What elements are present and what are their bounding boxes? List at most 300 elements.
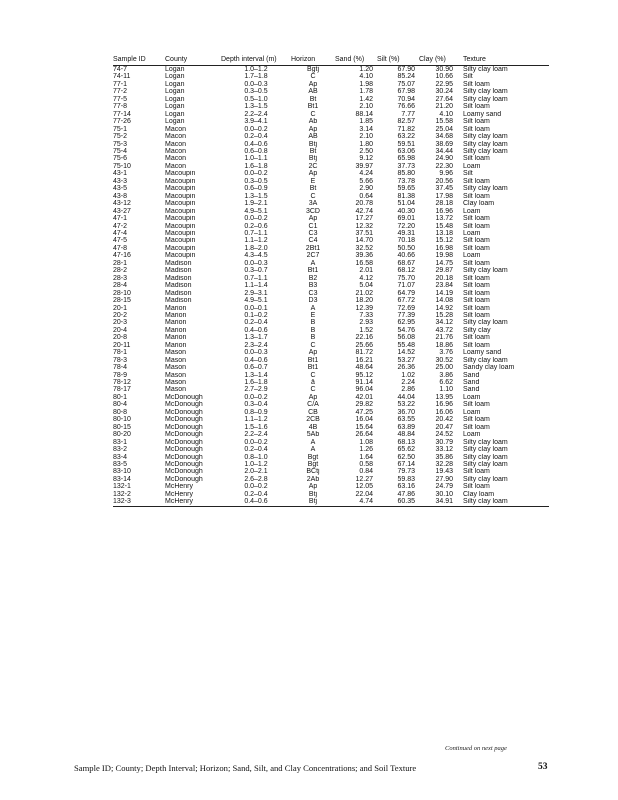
cell-sand: 15.64 — [355, 423, 373, 431]
cell-texture: Silty clay loam — [459, 498, 549, 506]
cell-county: Marion — [165, 319, 187, 327]
cell-silt: 60.35 — [377, 498, 419, 506]
cell-texture: Silt loam — [463, 341, 490, 349]
cell-sample-id: 80-20 — [113, 431, 131, 439]
cell-clay: 1.10 — [439, 386, 453, 394]
table-row — [113, 267, 549, 274]
cell-depth: 0.0–0.3 — [244, 349, 268, 357]
cell-texture: Silt loam — [463, 274, 490, 282]
cell-silt: 65.98 — [397, 155, 415, 163]
cell-silt: 2.86 — [401, 386, 415, 394]
cell-clay: 37.45 — [435, 185, 453, 193]
cell-sand: 1.42 — [359, 95, 373, 103]
cell-horizon: 2Bt1 — [305, 244, 321, 252]
cell-county: Macoupin — [165, 192, 196, 200]
cell-depth: 0.4–0.6 — [221, 498, 291, 506]
cell-horizon: Ap — [308, 215, 318, 223]
cell-silt: 85.24 — [397, 73, 415, 81]
cell-horizon: C4 — [308, 237, 318, 245]
cell-sample-id: 80-8 — [113, 408, 128, 416]
table-row — [113, 252, 549, 259]
cell-county: Madison — [165, 259, 192, 267]
cell-texture: Sand — [463, 371, 480, 379]
cell-depth: 2.6–2.8 — [244, 475, 268, 483]
cell-sand: 2.01 — [359, 267, 373, 275]
cell-clay: 29.87 — [435, 267, 453, 275]
cell-texture: Silt loam — [463, 311, 490, 319]
cell-horizon: 5Ab — [306, 431, 320, 439]
cell-texture: Silty clay loam — [463, 147, 508, 155]
cell-depth: 1.9–2.1 — [244, 200, 268, 208]
cell-silt: 68.12 — [397, 267, 415, 275]
cell-sample-id: 75-3 — [113, 140, 128, 148]
cell-clay: 16.98 — [435, 244, 453, 252]
table-row — [113, 141, 549, 148]
cell-sand: 12.27 — [355, 475, 373, 483]
cell-horizon: Btj — [291, 498, 335, 506]
table-row — [113, 386, 549, 393]
cell-silt: 63.06 — [397, 147, 415, 155]
table-row — [113, 185, 549, 192]
cell-depth: 0.6–0.7 — [244, 364, 268, 372]
cell-sand: 12.32 — [355, 222, 373, 230]
cell-silt: 7.77 — [401, 110, 415, 118]
cell-depth: 1.1–1.2 — [244, 237, 268, 245]
cell-silt: 67.90 — [397, 66, 415, 73]
cell-horizon: BCtj — [306, 468, 320, 476]
cell-clay: 25.00 — [435, 364, 453, 372]
cell-texture: Silt loam — [463, 118, 490, 126]
cell-clay: 22.30 — [435, 162, 453, 170]
cell-sand: 18.20 — [355, 297, 373, 305]
cell-sand: 1.98 — [359, 80, 373, 88]
table-row — [113, 364, 549, 371]
cell-horizon: A — [310, 259, 316, 267]
cell-sand: 12.39 — [355, 304, 373, 312]
cell-depth: 4.9–5.1 — [244, 207, 268, 215]
table-row — [113, 498, 549, 506]
cell-county: Macon — [165, 125, 187, 133]
cell-sample-id: 20-2 — [113, 311, 128, 319]
cell-silt: 81.38 — [397, 192, 415, 200]
cell-sample-id: 75-6 — [113, 155, 128, 163]
cell-silt: 59.51 — [397, 140, 415, 148]
cell-depth: 0.0–0.1 — [244, 304, 268, 312]
cell-silt: 49.31 — [397, 229, 415, 237]
cell-depth: 1.0–1.2 — [244, 461, 268, 469]
cell-clay: 17.98 — [435, 192, 453, 200]
cell-silt: 85.80 — [397, 170, 415, 178]
table-row — [113, 223, 549, 230]
cell-depth: 1.5–1.6 — [244, 423, 268, 431]
cell-texture: Loam — [463, 252, 481, 260]
cell-county: Logan — [165, 66, 185, 73]
cell-sand: 22.04 — [355, 490, 373, 498]
cell-clay: 20.56 — [435, 177, 453, 185]
table-row — [113, 491, 549, 498]
table-row — [113, 319, 549, 326]
table-row — [113, 372, 549, 379]
cell-clay: 3.76 — [439, 349, 453, 357]
cell-clay: 30.10 — [435, 490, 453, 498]
cell-clay: 24.79 — [435, 483, 453, 491]
cell-horizon: C — [310, 192, 316, 200]
cell-texture: Silt loam — [463, 125, 490, 133]
cell-silt: 64.79 — [397, 289, 415, 297]
cell-clay: 22.95 — [435, 80, 453, 88]
cell-texture: Silty clay loam — [463, 88, 508, 96]
cell-silt: 59.65 — [397, 185, 415, 193]
table-row — [113, 446, 549, 453]
cell-county: McDonough — [165, 408, 203, 416]
cell-silt: 26.36 — [397, 364, 415, 372]
cell-sample-id: 132-1 — [113, 483, 131, 491]
cell-horizon: Ap — [308, 170, 318, 178]
cell-depth: 1.7–1.8 — [244, 73, 268, 81]
cell-county: Logan — [165, 80, 185, 88]
cell-silt: 70.94 — [397, 95, 415, 103]
cell-sand: 16.58 — [355, 259, 373, 267]
cell-sand: 16.21 — [355, 356, 373, 364]
table-row — [113, 237, 549, 244]
cell-silt: 79.73 — [397, 468, 415, 476]
cell-sample-id: 80-4 — [113, 401, 128, 409]
cell-texture: Silt loam — [463, 222, 490, 230]
cell-texture: Loamy sand — [463, 110, 502, 118]
cell-depth: 0.4–0.6 — [244, 356, 268, 364]
cell-sample-id: 28-15 — [113, 297, 131, 305]
cell-texture: Silty clay loam — [463, 461, 508, 469]
header-sand: Sand (%) — [335, 56, 377, 66]
cell-texture: Silty clay loam — [463, 475, 508, 483]
cell-texture: Silt loam — [463, 259, 490, 267]
cell-horizon: Btj — [308, 155, 318, 163]
cell-sample-id: 43-12 — [113, 200, 131, 208]
cell-county: Madison — [165, 267, 192, 275]
table-row — [113, 178, 549, 185]
cell-sample-id: 43-1 — [113, 170, 128, 178]
cell-depth: 0.3–0.5 — [244, 177, 268, 185]
cell-clay: 13.18 — [435, 229, 453, 237]
cell-sample-id: 80-1 — [113, 393, 128, 401]
cell-texture: Loam — [463, 162, 481, 170]
cell-county: Macoupin — [165, 252, 196, 260]
cell-clay: 33.12 — [435, 446, 453, 454]
cell-horizon: 2CB — [306, 416, 320, 424]
cell-clay: 24.52 — [435, 431, 453, 439]
cell-clay: 10.66 — [435, 73, 453, 81]
cell-sample-id: 47-1 — [113, 215, 128, 223]
cell-county: Madison — [165, 282, 192, 290]
cell-county: McHenry — [165, 483, 194, 491]
cell-silt: 55.48 — [397, 341, 415, 349]
cell-clay: 16.96 — [435, 401, 453, 409]
table-row — [113, 461, 549, 468]
cell-clay: 34.68 — [435, 133, 453, 141]
cell-clay: 30.79 — [435, 438, 453, 446]
table-row — [113, 483, 549, 490]
cell-texture: Loam — [463, 393, 481, 401]
cell-depth: 2.2–2.4 — [244, 110, 268, 118]
cell-county: Marion — [165, 311, 187, 319]
cell-clay: 15.48 — [435, 222, 453, 230]
cell-depth: 0.0–0.2 — [244, 438, 268, 446]
cell-clay: 14.19 — [435, 289, 453, 297]
cell-horizon: CB — [308, 408, 318, 416]
cell-depth: 0.6–0.8 — [244, 147, 268, 155]
cell-sample-id: 28-10 — [113, 289, 131, 297]
cell-silt: 73.78 — [397, 177, 415, 185]
cell-texture: Silty clay loam — [463, 438, 508, 446]
cell-sand: 95.12 — [355, 371, 373, 379]
cell-sample-id: 78-17 — [113, 386, 131, 394]
cell-horizon: Bgt — [307, 461, 319, 469]
table-row — [113, 409, 549, 416]
cell-clay: 20.42 — [435, 416, 453, 424]
cell-depth: 2.3–2.4 — [244, 341, 268, 349]
cell-depth: 1.1–1.4 — [244, 282, 268, 290]
cell-depth: 1.1–1.2 — [244, 416, 268, 424]
cell-texture: Sand — [463, 386, 480, 394]
cell-county: Mason — [165, 364, 187, 372]
cell-horizon: Ap — [308, 80, 318, 88]
table-row — [113, 416, 549, 423]
cell-sample-id: 20-1 — [113, 304, 128, 312]
cell-county: McDonough — [165, 461, 203, 469]
cell-sand: 39.36 — [355, 252, 373, 260]
cell-sample-id: 47-2 — [113, 222, 128, 230]
cell-texture: Silty clay loam — [463, 95, 508, 103]
cell-horizon: C — [310, 386, 316, 394]
cell-county: Logan — [165, 73, 185, 81]
cell-depth: 1.3–1.5 — [244, 103, 268, 111]
cell-texture: Silt — [463, 170, 473, 178]
cell-depth: 0.6–0.9 — [244, 185, 268, 193]
cell-clay: 14.92 — [435, 304, 453, 312]
cell-sample-id: 75-10 — [113, 162, 131, 170]
table-row — [113, 357, 549, 364]
cell-horizon: E — [310, 311, 316, 319]
cell-texture: Clay loam — [463, 200, 495, 208]
cell-county: Marion — [165, 304, 187, 312]
cell-horizon: ā — [311, 379, 315, 387]
cell-sample-id: 78-12 — [113, 379, 131, 387]
table-row — [113, 476, 549, 483]
cell-horizon: C — [310, 341, 316, 349]
cell-depth: 0.2–0.4 — [244, 490, 268, 498]
cell-county: Logan — [165, 118, 185, 126]
header-texture: Texture — [459, 56, 549, 66]
cell-horizon: 3A — [308, 200, 318, 208]
cell-horizon: C3 — [308, 229, 318, 237]
cell-sand: 16.04 — [355, 416, 373, 424]
cell-clay: 25.04 — [435, 125, 453, 133]
cell-horizon: Ap — [308, 125, 318, 133]
cell-county: Logan — [165, 110, 185, 118]
cell-sample-id: 20-4 — [113, 326, 128, 334]
cell-county: Macoupin — [165, 237, 196, 245]
cell-clay: 30.24 — [435, 88, 453, 96]
cell-sample-id: 43-8 — [113, 192, 128, 200]
cell-sample-id: 75-1 — [113, 125, 128, 133]
cell-clay: 32.28 — [435, 461, 453, 469]
cell-clay: 15.28 — [435, 311, 453, 319]
cell-texture: Silt — [463, 73, 473, 81]
cell-county: Macoupin — [165, 215, 196, 223]
cell-texture: Silty clay loam — [463, 356, 508, 364]
cell-clay: 9.96 — [439, 170, 453, 178]
cell-sample-id: 75-2 — [113, 133, 128, 141]
cell-depth: 0.0–0.2 — [244, 483, 268, 491]
cell-sample-id: 83-2 — [113, 446, 128, 454]
cell-sand: 0.84 — [359, 468, 373, 476]
cell-horizon: C1 — [308, 222, 318, 230]
table-row — [113, 282, 549, 289]
cell-silt: 59.83 — [397, 475, 415, 483]
cell-horizon: Ap — [308, 393, 318, 401]
cell-silt: 53.22 — [397, 401, 415, 409]
cell-texture: Silty clay loam — [463, 133, 508, 141]
cell-horizon: Ap — [308, 349, 318, 357]
cell-horizon: B — [310, 334, 316, 342]
cell-clay: 23.84 — [435, 282, 453, 290]
cell-county: Mason — [165, 356, 187, 364]
cell-texture: Silty clay loam — [463, 66, 508, 73]
cell-sand: 22.16 — [355, 334, 373, 342]
cell-sample-id: 74-7 — [113, 66, 128, 73]
cell-county: Mason — [165, 379, 187, 387]
cell-sample-id: 83-14 — [113, 475, 131, 483]
cell-clay: 43.72 — [435, 326, 453, 334]
cell-texture: Silt loam — [463, 416, 490, 424]
cell-horizon: Ab — [308, 118, 318, 126]
cell-clay: 20.47 — [435, 423, 453, 431]
cell-sample-id: 47-5 — [113, 237, 128, 245]
cell-sand: 1.64 — [359, 453, 373, 461]
cell-silt: 14.52 — [397, 349, 415, 357]
continued-note: Continued on next page — [445, 745, 507, 752]
cell-texture: Silt loam — [463, 401, 490, 409]
cell-sand: 7.33 — [359, 311, 373, 319]
table-row — [113, 193, 549, 200]
cell-silt: 76.66 — [397, 103, 415, 111]
cell-depth: 0.2–0.4 — [244, 446, 268, 454]
cell-silt: 68.67 — [397, 259, 415, 267]
cell-horizon: 2C — [308, 162, 318, 170]
cell-sample-id: 80-10 — [113, 416, 131, 424]
cell-sample-id: 20-3 — [113, 319, 128, 327]
cell-depth: 0.0–0.2 — [244, 170, 268, 178]
cell-sample-id: 47-8 — [113, 244, 128, 252]
cell-depth: 0.7–1.1 — [244, 229, 268, 237]
cell-depth: 0.8–1.0 — [244, 453, 268, 461]
cell-silt: 75.07 — [397, 80, 415, 88]
cell-silt: 67.72 — [397, 297, 415, 305]
table-row — [113, 334, 549, 341]
cell-horizon: D3 — [308, 297, 318, 305]
cell-county: Macoupin — [165, 222, 196, 230]
cell-sand: 48.64 — [355, 364, 373, 372]
table-caption: Sample ID; County; Depth Interval; Horizon; Sand, Silt, and Clay Concentrations; and Soil Texture — [74, 763, 417, 773]
cell-texture: Sandy clay loam — [463, 364, 515, 372]
cell-sample-id: 20-8 — [113, 334, 128, 342]
cell-texture: Loam — [463, 408, 481, 416]
cell-sand: 96.04 — [355, 386, 373, 394]
cell-sample-id: 28-1 — [113, 259, 128, 267]
cell-horizon: Bgtj — [306, 66, 320, 73]
table-row — [113, 431, 549, 438]
table-row — [113, 290, 549, 297]
cell-texture: Silt loam — [463, 423, 490, 431]
cell-sand: 5.66 — [359, 177, 373, 185]
cell-clay: 24.90 — [435, 155, 453, 163]
table-row — [113, 200, 549, 207]
cell-depth: 0.0–0.3 — [244, 259, 268, 267]
cell-county: Macon — [165, 155, 187, 163]
cell-county: McDonough — [165, 475, 203, 483]
cell-county: Marion — [165, 326, 187, 334]
cell-clay: 15.58 — [435, 118, 453, 126]
table-row — [113, 133, 549, 140]
cell-depth: 0.4–0.6 — [244, 326, 268, 334]
cell-depth: 1.0–1.1 — [244, 155, 268, 163]
cell-texture: Silt loam — [463, 334, 490, 342]
cell-sand: 1.26 — [359, 446, 373, 454]
cell-silt: 54.76 — [397, 326, 415, 334]
cell-county: Macon — [165, 162, 187, 170]
cell-texture: Silty clay — [463, 326, 491, 334]
cell-horizon: Ap — [308, 483, 318, 491]
cell-depth: 0.2–0.6 — [244, 222, 268, 230]
cell-silt: 62.50 — [397, 453, 415, 461]
table-row — [113, 215, 549, 222]
table-row — [113, 260, 549, 267]
cell-depth: 2.0–2.1 — [244, 468, 268, 476]
table-row — [113, 66, 549, 74]
cell-county: Marion — [165, 341, 187, 349]
table-row — [113, 111, 549, 118]
cell-sand: 47.25 — [355, 408, 373, 416]
cell-county: Macoupin — [165, 244, 196, 252]
cell-texture: Silt loam — [463, 468, 490, 476]
cell-clay: 14.08 — [435, 297, 453, 305]
header-county: County — [165, 56, 221, 66]
cell-depth: 0.7–1.1 — [244, 274, 268, 282]
cell-depth: 1.3–1.4 — [244, 371, 268, 379]
cell-texture: Loam — [463, 229, 481, 237]
cell-sand: 2.90 — [359, 185, 373, 193]
cell-horizon: Bgt — [307, 453, 319, 461]
cell-horizon: 4B — [308, 423, 318, 431]
cell-depth: 0.8–0.9 — [244, 408, 268, 416]
cell-county: Madison — [165, 297, 192, 305]
cell-sample-id: 80-15 — [113, 423, 131, 431]
cell-horizon: B3 — [308, 282, 318, 290]
cell-horizon: C/A — [307, 401, 319, 409]
header-depth: Depth interval (m) — [221, 56, 291, 66]
cell-clay: 18.86 — [435, 341, 453, 349]
cell-depth: 0.3–0.4 — [244, 401, 268, 409]
table-row — [113, 468, 549, 475]
cell-sample-id: 78-9 — [113, 371, 128, 379]
table-row — [113, 394, 549, 401]
table-row — [113, 275, 549, 282]
header-horizon: Horizon — [291, 56, 335, 66]
cell-clay: 19.43 — [435, 468, 453, 476]
cell-sample-id: 28-3 — [113, 274, 128, 282]
cell-county: Macoupin — [165, 170, 196, 178]
cell-silt: 50.50 — [397, 244, 415, 252]
